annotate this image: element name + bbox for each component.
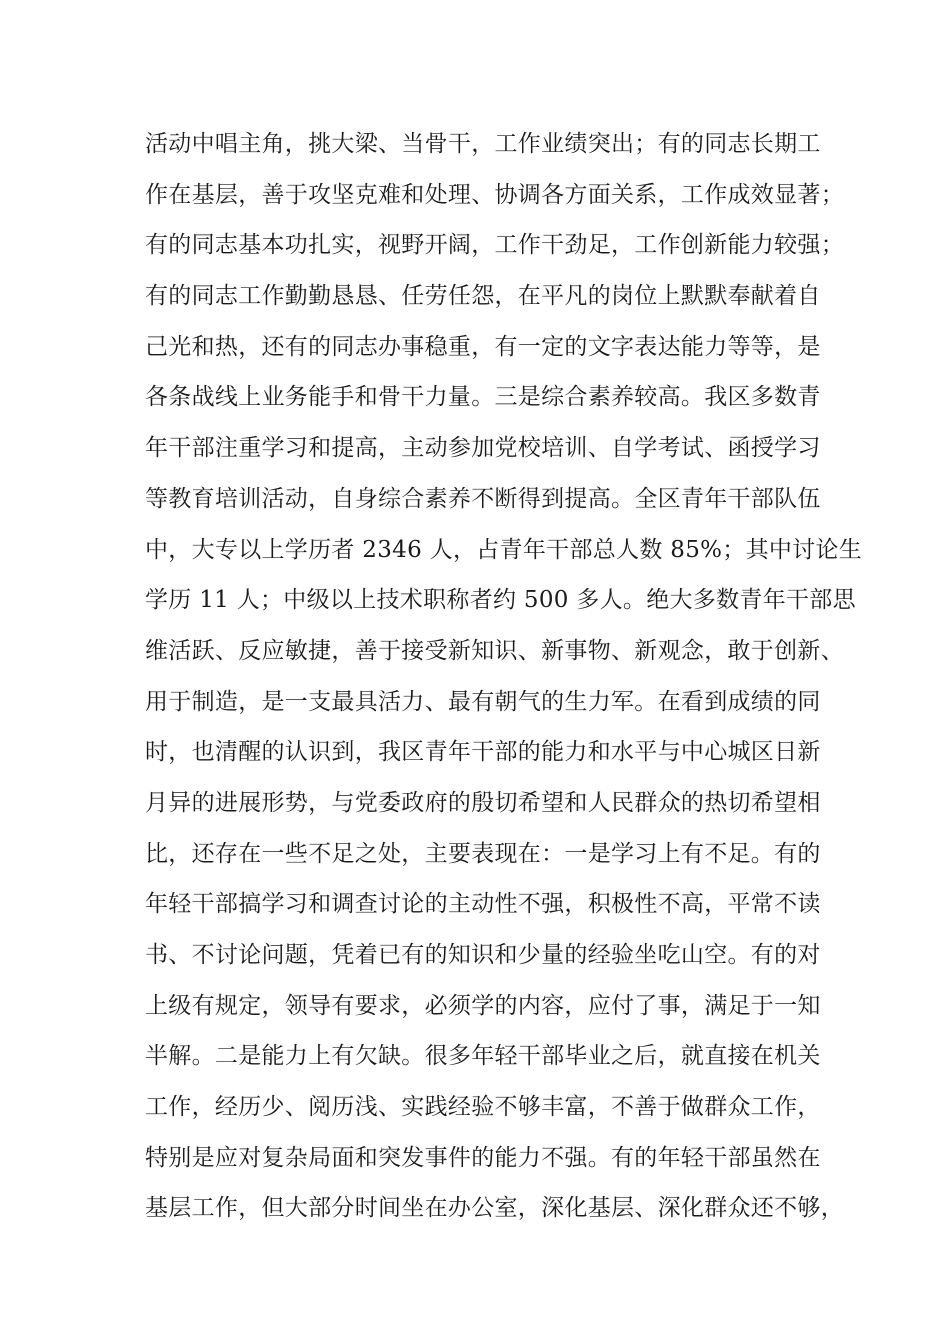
text-line: 学历 11 人；中级以上技术职称者约 500 多人。绝大多数青年干部思 — [145, 587, 856, 614]
text-line: 上级有规定，领导有要求，必须学的内容，应付了事，满足于一知 — [145, 992, 821, 1019]
text-line: 维活跃、反应敏捷，善于接受新知识、新事物、新观念，敢于创新、 — [145, 637, 844, 664]
text-line: 基层工作，但大部分时间坐在办公室，深化基层、深化群众还不够， — [145, 1195, 844, 1222]
text-line: 活动中唱主角，挑大梁、当骨干，工作业绩突出；有的同志长期工 — [145, 131, 821, 157]
body-text — [145, 128, 863, 1243]
text-line: 等教育培训活动，自身综合素养不断得到提高。全区青年干部队伍 — [145, 485, 821, 512]
text-line: 己光和热，还有的同志办事稳重，有一定的文字表达能力等等，是 — [145, 333, 821, 360]
text-line: 有的同志基本功扎实，视野开阔，工作干劲足，工作创新能力较强； — [145, 232, 844, 259]
text-line: 作在基层，善于攻坚克难和处理、协调各方面关系，工作成效显著； — [145, 181, 844, 208]
text-line: 特别是应对复杂局面和突发事件的能力不强。有的年轻干部虽然在 — [145, 1144, 821, 1171]
text-line: 各条战线上业务能手和骨干力量。三是综合素养较高。我区多数青 — [145, 384, 821, 411]
text-line: 书、不讨论问题，凭着已有的知识和少量的经验坐吃山空。有的对 — [145, 942, 821, 968]
text-line: 年轻干部搞学习和调查讨论的主动性不强，积极性不高，平常不读 — [145, 891, 821, 918]
text-line: 年干部注重学习和提高，主动参加党校培训、自学考试、函授学习 — [145, 435, 821, 462]
text-line: 用于制造，是一支最具活力、最有朝气的生力军。在看到成绩的同 — [145, 688, 821, 715]
text-line: 中，大专以上学历者 2346 人，占青年干部总人数 85%；其中讨论生 — [145, 536, 863, 563]
text-line: 半解。二是能力上有欠缺。很多年轻干部毕业之后，就直接在机关 — [145, 1043, 821, 1070]
text-line: 月异的进展形势，与党委政府的殷切希望和人民群众的热切希望相 — [145, 789, 821, 816]
text-line: 有的同志工作勤勤恳恳、任劳任怨，在平凡的岗位上默默奉献着自 — [145, 283, 821, 310]
text-line: 比，还存在一些不足之处，主要表现在：一是学习上有不足。有的 — [145, 840, 821, 867]
text-line: 时，也清醒的认识到，我区青年干部的能力和水平与中心城区日新 — [145, 739, 821, 766]
text-line: 工作，经历少、阅历浅、实践经验不够丰富，不善于做群众工作， — [145, 1094, 821, 1121]
